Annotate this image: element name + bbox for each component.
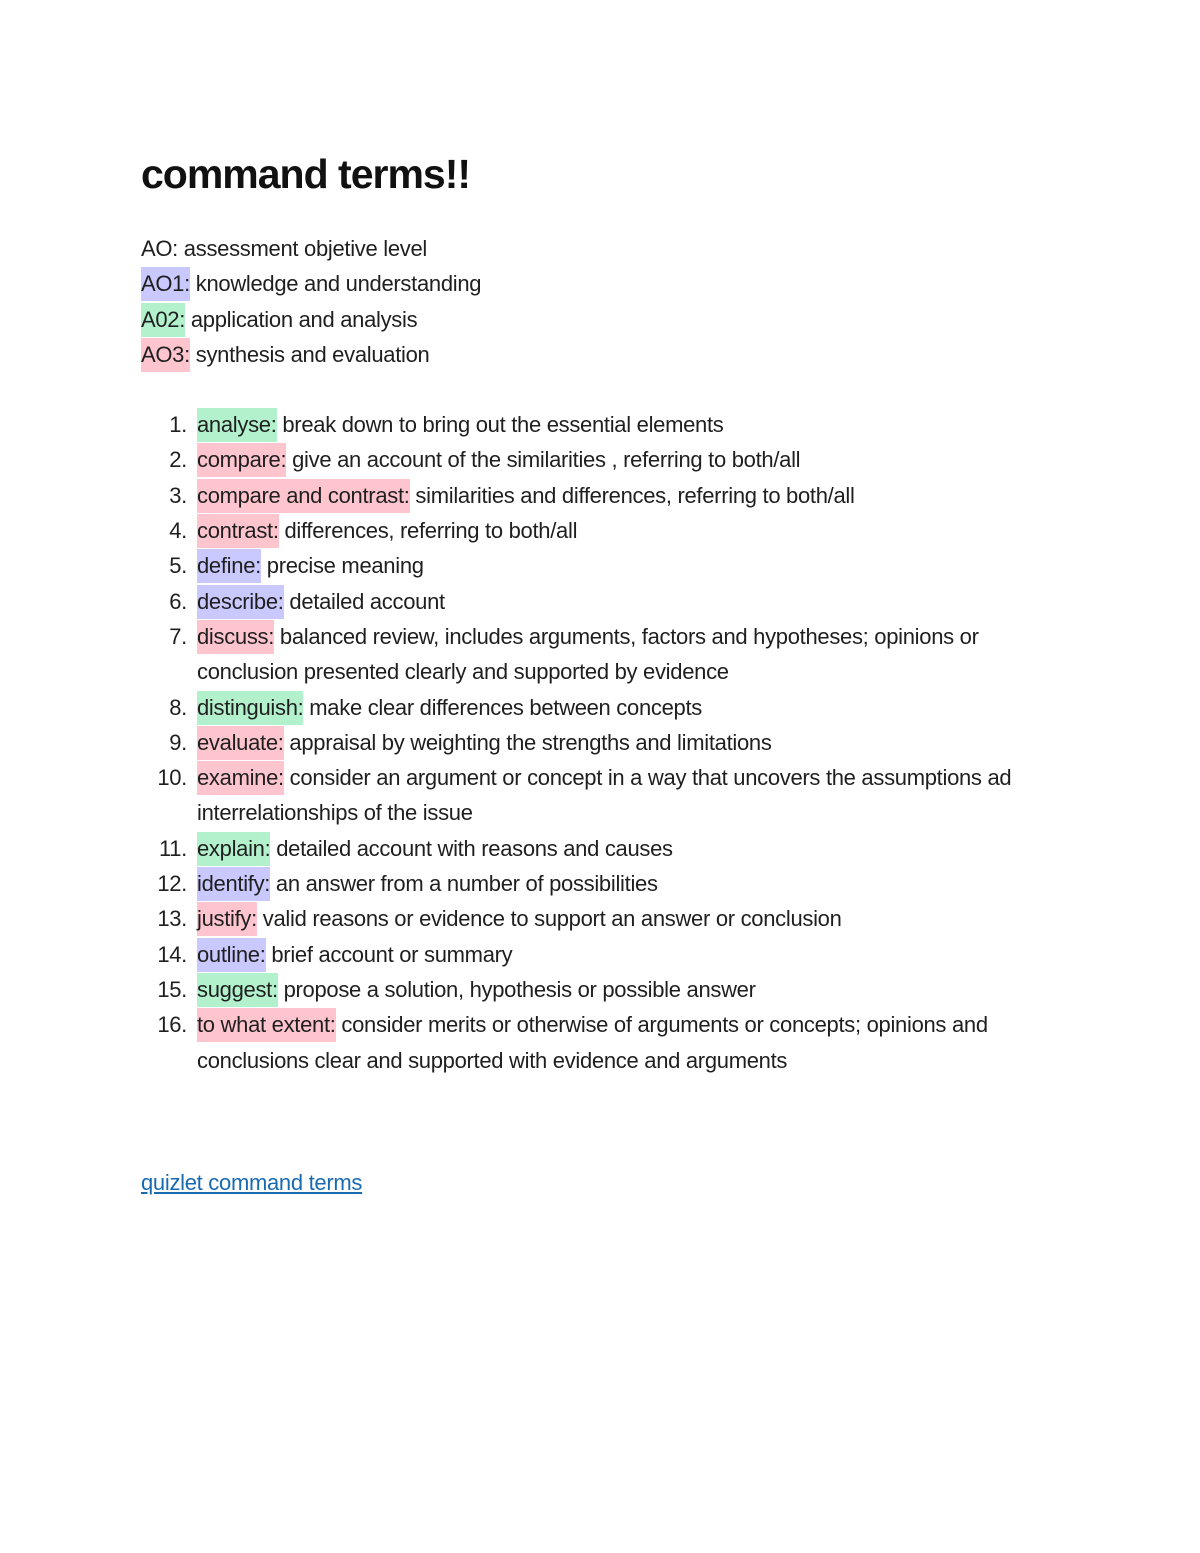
ao-line-3 [141, 337, 1071, 372]
ao-code: AO1: [141, 267, 190, 301]
item-number: 10. [157, 765, 187, 791]
term-definition: valid reasons or evidence to support an answer or conclusion [256, 906, 842, 932]
ao-code: AO: [141, 236, 178, 261]
command-terms-list [141, 407, 1071, 1078]
list-item [141, 442, 1071, 477]
list-item [141, 972, 1071, 1007]
command-term: describe: [197, 585, 284, 619]
command-term: contrast: [197, 514, 279, 548]
term-definition: balanced review, includes arguments, factors and hypotheses; opinions or conclusion presented clearly and supported by evidence [197, 623, 979, 685]
list-item [141, 407, 1071, 442]
item-number: 6. [169, 588, 187, 614]
command-term: suggest: [197, 973, 278, 1007]
term-definition: precise meaning [260, 553, 424, 579]
term-definition: brief account or summary [265, 941, 513, 967]
term-definition: appraisal by weighting the strengths and limitations [283, 729, 772, 755]
term-definition: make clear differences between concepts [303, 694, 702, 720]
term-definition: detailed account with reasons and causes [270, 835, 673, 861]
command-term: examine: [197, 761, 284, 795]
command-term: distinguish: [197, 691, 303, 725]
list-item [141, 690, 1071, 725]
list-item [141, 831, 1071, 866]
link-section [141, 1165, 1071, 1200]
ao-line-2 [141, 302, 1071, 337]
quizlet-link[interactable]: quizlet command terms [141, 1169, 363, 1195]
item-number: 9. [169, 729, 187, 755]
term-definition: an answer from a number of possibilities [270, 871, 658, 897]
list-item [141, 760, 1071, 831]
list-item [141, 548, 1071, 583]
assessment-objectives [141, 231, 1071, 372]
item-number: 15. [157, 976, 187, 1002]
item-number: 7. [169, 623, 187, 649]
ao-line-general [141, 231, 1071, 266]
term-definition: consider merits or otherwise of arguments or concepts; opinions and conclusions clear and supported with evidence and arguments [197, 1012, 988, 1073]
ao-description: synthesis and evaluation [189, 341, 430, 367]
item-number: 4. [169, 518, 187, 544]
list-item [141, 866, 1071, 901]
command-term: define: [197, 549, 261, 583]
command-term: identify: [197, 867, 270, 901]
item-number: 13. [157, 906, 187, 932]
command-term: outline: [197, 938, 266, 972]
item-number: 5. [169, 553, 187, 579]
term-definition: similarities and differences, referring to both/all [409, 482, 855, 508]
list-item [141, 937, 1071, 972]
item-number: 8. [169, 694, 187, 720]
list-item [141, 584, 1071, 619]
ao-line-1 [141, 266, 1071, 301]
item-number: 3. [169, 482, 187, 508]
document-page [141, 150, 1071, 1200]
command-term: evaluate: [197, 726, 284, 760]
item-number: 14. [157, 941, 187, 967]
ao-description: assessment objetive level [178, 236, 427, 261]
ao-description: application and analysis [185, 306, 418, 332]
list-item [141, 901, 1071, 936]
command-term: justify: [197, 902, 257, 936]
command-term: to what extent: [197, 1008, 336, 1042]
command-term: analyse: [197, 408, 277, 442]
page-title: command terms!! [141, 151, 471, 197]
item-number: 16. [157, 1012, 187, 1038]
command-term: explain: [197, 832, 270, 866]
ao-code: AO3: [141, 338, 190, 372]
list-item [141, 725, 1071, 760]
term-definition: break down to bring out the essential elements [276, 412, 724, 438]
ao-code: A02: [141, 303, 185, 337]
list-item [141, 478, 1071, 513]
term-definition: differences, referring to both/all [278, 518, 578, 544]
term-definition: propose a solution, hypothesis or possible answer [277, 976, 756, 1002]
command-term: discuss: [197, 620, 274, 654]
list-item [141, 1007, 1071, 1078]
item-number: 2. [169, 447, 187, 473]
term-definition: consider an argument or concept in a way that uncovers the assumptions ad interrelationships of the issue [197, 765, 1012, 826]
term-definition: give an account of the similarities , referring to both/all [286, 447, 801, 473]
command-term: compare and contrast: [197, 479, 410, 513]
ao-description: knowledge and understanding [189, 271, 482, 297]
list-item [141, 619, 1071, 690]
item-number: 12. [157, 871, 187, 897]
item-number: 1. [169, 412, 187, 438]
term-definition: detailed account [283, 588, 445, 614]
item-number: 11. [158, 835, 187, 861]
list-item [141, 513, 1071, 548]
command-term: compare: [197, 443, 286, 477]
